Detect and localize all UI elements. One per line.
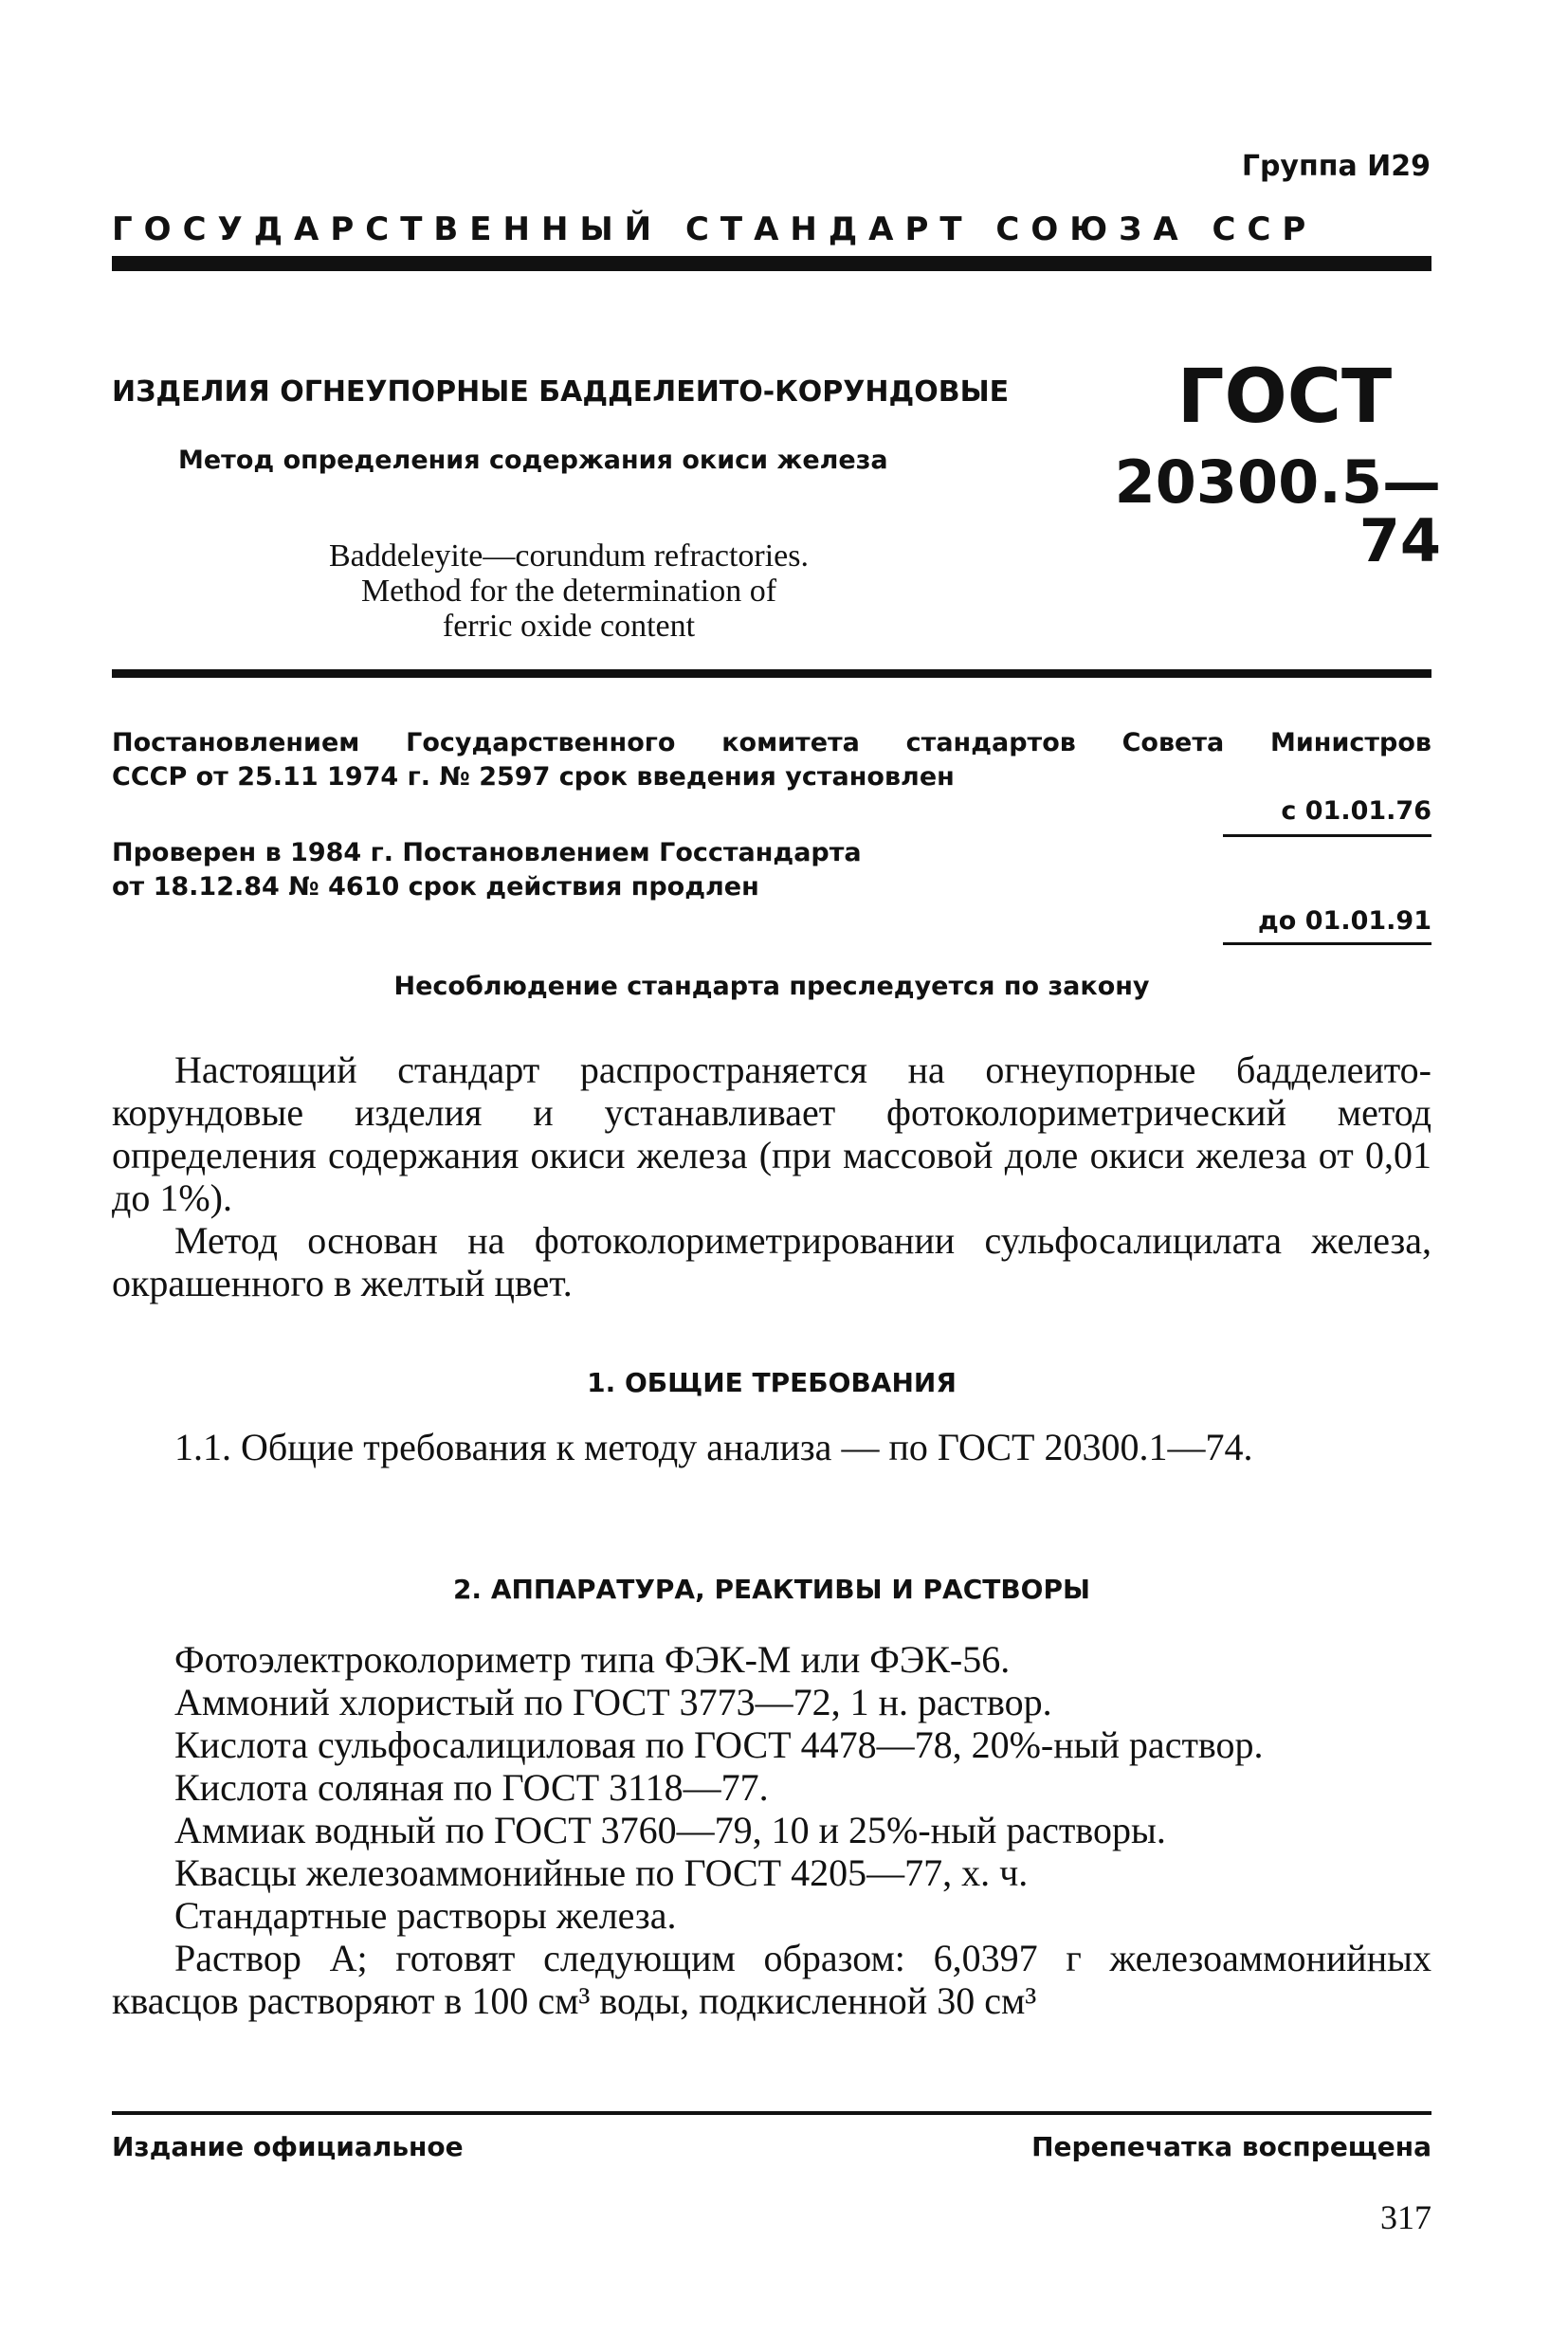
review-line: от 18.12.84 № 4610 срок действия продлен xyxy=(112,872,759,902)
compliance-note: Несоблюдение стандарта преследуется по закону xyxy=(393,972,1150,1001)
decree-line: Постановлением Государственного комитета стандартов Совета Министров xyxy=(112,728,1431,757)
state-standard-banner: ГОСУДАРСТВЕННЫЙ СТАНДАРТ СОЮЗА ССР xyxy=(112,210,1318,248)
review-text xyxy=(112,836,965,904)
section-heading: 1. ОБЩИЕ ТРЕБОВАНИЯ xyxy=(587,1367,957,1398)
extended-date: до 01.01.91 xyxy=(1258,906,1431,936)
decree-text xyxy=(112,726,1431,794)
reagent-item: Кислота соляная по ГОСТ 3118—77. xyxy=(174,1766,769,1809)
gost-number: 20300.5—74 xyxy=(1114,447,1441,575)
page-number: 317 xyxy=(1380,2198,1431,2236)
section2-body xyxy=(112,1638,1431,2022)
section-heading: 2. АППАРАТУРА, РЕАКТИВЫ И РАСТВОРЫ xyxy=(452,1574,1091,1605)
reprint-prohibited-label: Перепечатка воспрещена xyxy=(1031,2131,1431,2162)
review-line: Проверен в 1984 г. Постановлением Госстандарта xyxy=(112,838,862,867)
reagent-item: Фотоэлектроколориметр типа ФЭК-М или ФЭК-56. xyxy=(174,1638,1011,1681)
english-title-line: Baddeleyite—corundum refractories. xyxy=(328,538,809,574)
reagent-item: Аммиак водный по ГОСТ 3760—79, 10 и 25%-ный растворы. xyxy=(174,1809,1166,1851)
introduction-date: с 01.01.76 xyxy=(1281,796,1431,826)
gost-label: ГОСТ xyxy=(1176,355,1393,440)
method-title: Метод определения содержания окиси железа xyxy=(178,446,888,475)
date-underline xyxy=(1223,942,1431,945)
date-underline xyxy=(1223,834,1431,837)
reagent-item: Стандартные растворы железа. xyxy=(174,1894,677,1937)
reagent-item: Кислота сульфосалициловая по ГОСТ 4478—78, 20%-ный раствор. xyxy=(174,1723,1264,1766)
intro-paragraph: Метод основан на фотоколориметрировании сульфосалицилата железа, окрашенного в желтый цвет. xyxy=(112,1219,1431,1304)
decree-line: СССР от 25.11 1974 г. № 2597 срок введения установлен xyxy=(112,762,955,792)
english-title xyxy=(237,538,901,644)
section1-body xyxy=(112,1426,1431,1468)
section-paragraph: 1.1. Общие требования к методу анализа — по ГОСТ 20300.1—74. xyxy=(174,1426,1253,1468)
english-title-line: ferric oxide content xyxy=(442,609,696,644)
reagent-item: Квасцы железоаммонийные по ГОСТ 4205—77, х. ч. xyxy=(174,1851,1029,1894)
footer-divider xyxy=(112,2111,1431,2115)
intro-section xyxy=(112,1048,1431,1304)
english-title-line: Method for the determination of xyxy=(360,574,777,609)
group-label: Группа И29 xyxy=(1241,150,1431,183)
intro-paragraph: Настоящий стандарт распространяется на огнеупорные бадделеито-корундовые изделия и устанавливает фотоколориметрический метод определения содержания окиси железа (при массовой доле окиси железа от 0,01 до 1%). xyxy=(112,1048,1431,1219)
title-divider xyxy=(112,669,1431,678)
official-edition-label: Издание официальное xyxy=(112,2131,464,2162)
reagent-item: Аммоний хлористый по ГОСТ 3773—72, 1 н. раствор. xyxy=(174,1681,1052,1723)
reagent-item: Раствор А; готовят следующим образом: 6,0397 г железоаммонийных квасцов растворяют в 100 см³ воды, подкисленной 30 см³ xyxy=(112,1937,1431,2022)
product-title: ИЗДЕЛИЯ ОГНЕУПОРНЫЕ БАДДЕЛЕИТО-КОРУНДОВЫЕ xyxy=(112,375,1010,409)
header-divider xyxy=(112,256,1431,271)
